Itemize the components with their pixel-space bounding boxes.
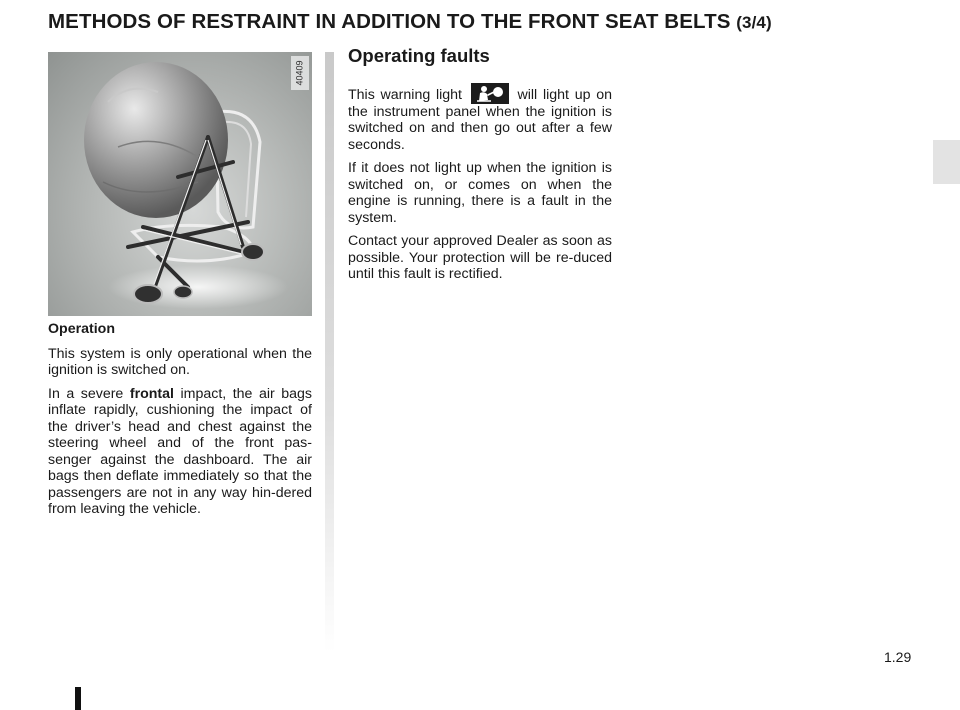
page-title-suffix: (3/4) bbox=[736, 13, 772, 32]
page-title-text: METHODS OF RESTRAINT IN ADDITION TO THE FRONT SEAT BELTS bbox=[48, 10, 731, 33]
operation-heading: Operation bbox=[48, 321, 116, 337]
section-tab-marker bbox=[933, 140, 960, 184]
operating-faults-section bbox=[348, 45, 612, 290]
airbag-warning-icon bbox=[471, 83, 509, 104]
airbag-illustration-graphic bbox=[48, 52, 312, 316]
page-number: 1.29 bbox=[884, 649, 912, 665]
page-title bbox=[48, 10, 772, 34]
operation-paragraph-1: This system is only operational when the ignition is switched on. bbox=[48, 345, 312, 378]
figure-code bbox=[291, 56, 309, 90]
operating-faults-heading: Operating faults bbox=[348, 45, 490, 66]
faults-paragraph-1-prefix: This warning light bbox=[348, 86, 462, 103]
figure-code-text: 40409 bbox=[295, 60, 305, 86]
corner-mark bbox=[75, 687, 81, 710]
faults-paragraph-1-rest: will light up on the instrument panel when the ignition is switched on and then go out after a few seconds. bbox=[348, 86, 612, 153]
operation-paragraph-2-bold: frontal bbox=[129, 385, 174, 402]
operation-paragraph-2 bbox=[48, 386, 312, 518]
operation-paragraph-2-prefix: In a severe bbox=[48, 385, 130, 402]
operation-section bbox=[48, 321, 312, 525]
column-divider bbox=[325, 52, 334, 652]
faults-paragraph-1 bbox=[348, 83, 612, 154]
faults-paragraph-2: If it does not light up when the ignition is switched on, or comes on when the engine is running, there is a fault in the system. bbox=[348, 160, 612, 226]
airbag-seat-illustration bbox=[48, 52, 312, 316]
operation-paragraph-2-rest: impact, the air bags inflate rapidly, cushioning the impact of the driver’s head and chest against the steering wheel and of the front pas-senger against the dashboard. The air bags then deflate immediately so that the passengers are not in any way hin-dered from leaving the vehicle. bbox=[48, 385, 313, 517]
faults-paragraph-3: Contact your approved Dealer as soon as possible. Your protection will be re-duced until this fault is rectified. bbox=[348, 233, 612, 282]
